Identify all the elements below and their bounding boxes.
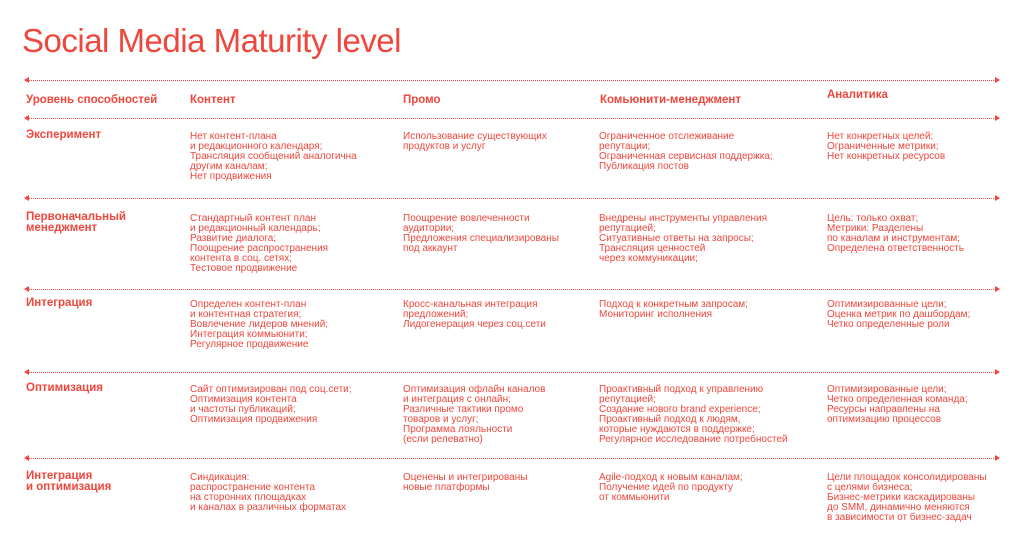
row-experiment-promo: Использование существующих продуктов и услуг xyxy=(403,131,547,152)
row-optimization-promo: Оптимизация офлайн каналов и интеграция с онлайн; Различные тактики промо товаров и услуг; Программа лояльности (если релеватно) xyxy=(403,384,546,445)
row-label-optimization: Оптимизация xyxy=(26,382,103,394)
row-label-integration: Интеграция xyxy=(26,297,93,309)
row-intopt-promo: Оценены и интегрированы новые платформы xyxy=(403,472,528,493)
divider-row-2 xyxy=(26,289,998,290)
divider-row-4 xyxy=(26,458,998,459)
page-title: Social Media Maturity level xyxy=(22,22,401,59)
header-level: Уровень способностей xyxy=(26,94,158,106)
row-integration-analytics: Оптимизированные цели; Оценка метрик по дашбордам; Четко определенные роли xyxy=(827,299,971,330)
row-integration-content: Определен контент-план и контентная стратегия; Вовлечение лидеров мнений; Интеграция коммьюнити; Регулярное продвижение xyxy=(190,299,329,350)
row-intopt-community: Agile-подход к новым каналам; Получение идей по продукту от коммьюнити xyxy=(599,472,743,503)
row-label-initial-management: Первоначальный менеджмент xyxy=(26,211,126,234)
row-initial-community: Внедрены инструменты управления репутацией; Ситуативные ответы на запросы; Трансляция ценностей через коммуникации; xyxy=(599,213,768,264)
row-optimization-content: Сайт оптимизирован под соц.сети; Оптимизация контента и частоты публикаций; Оптимизация продвижения xyxy=(190,384,352,425)
row-experiment-analytics: Нет конкретных целей; Ограниченные метрики; Нет конкретных ресурсов xyxy=(827,131,946,162)
header-content: Контент xyxy=(190,94,236,106)
row-optimization-analytics: Оптимизированные цели; Четко определенная команда; Ресурсы направлены на оптимизацию процессов xyxy=(827,384,968,425)
divider-row-1 xyxy=(26,198,998,199)
row-initial-content: Стандартный контент план и редакционный календарь; Развитие диалога; Поощрение распространения контента в соц. сетях; Тестовое продвижение xyxy=(190,213,329,274)
row-initial-analytics: Цель: только охват; Метрики: Разделены по каналам и инструментам; Определена ответственность xyxy=(827,213,964,254)
row-optimization-community: Проактивный подход к управлению репутацией; Создание нового brand experience; Проактивный подход к людям, которые нуждаются в поддержке; Регулярное исследование потребностей xyxy=(599,384,788,445)
row-experiment-community: Ограниченное отслеживание репутации; Ограниченная сервисная поддержка; Публикация постов xyxy=(599,131,773,172)
row-integration-community: Подход к конкретным запросам; Мониторинг исполнения xyxy=(599,299,748,320)
divider-top xyxy=(26,80,998,81)
header-promo: Промо xyxy=(403,94,441,106)
row-initial-promo: Поощрение вовлеченности аудитории; Предложения специализированы под аккаунт xyxy=(403,213,559,254)
row-intopt-content: Синдикация: распространение контента на сторонних площадках и каналах в различных форматах xyxy=(190,472,347,513)
row-experiment-content: Нет контент-плана и редакционного календаря; Трансляция сообщений аналогична другим каналам; Нет продвижения xyxy=(190,131,357,182)
header-analytics: Аналитика xyxy=(827,89,888,101)
row-intopt-analytics: Цели площадок консолидированы с целями бизнеса; Бизнес-метрики каскадированы до SMM, динамично меняются в зависимости от бизнес-задач xyxy=(827,472,987,523)
row-label-experiment: Эксперимент xyxy=(26,129,102,141)
divider-header xyxy=(26,118,998,119)
row-integration-promo: Кросс-канальная интеграция предложений; Лидогенерация через соц.сети xyxy=(403,299,546,330)
header-community: Комьюнити-менеджмент xyxy=(600,94,742,106)
row-label-integration-optimization: Интеграция и оптимизация xyxy=(26,470,112,493)
divider-row-3 xyxy=(26,372,998,373)
